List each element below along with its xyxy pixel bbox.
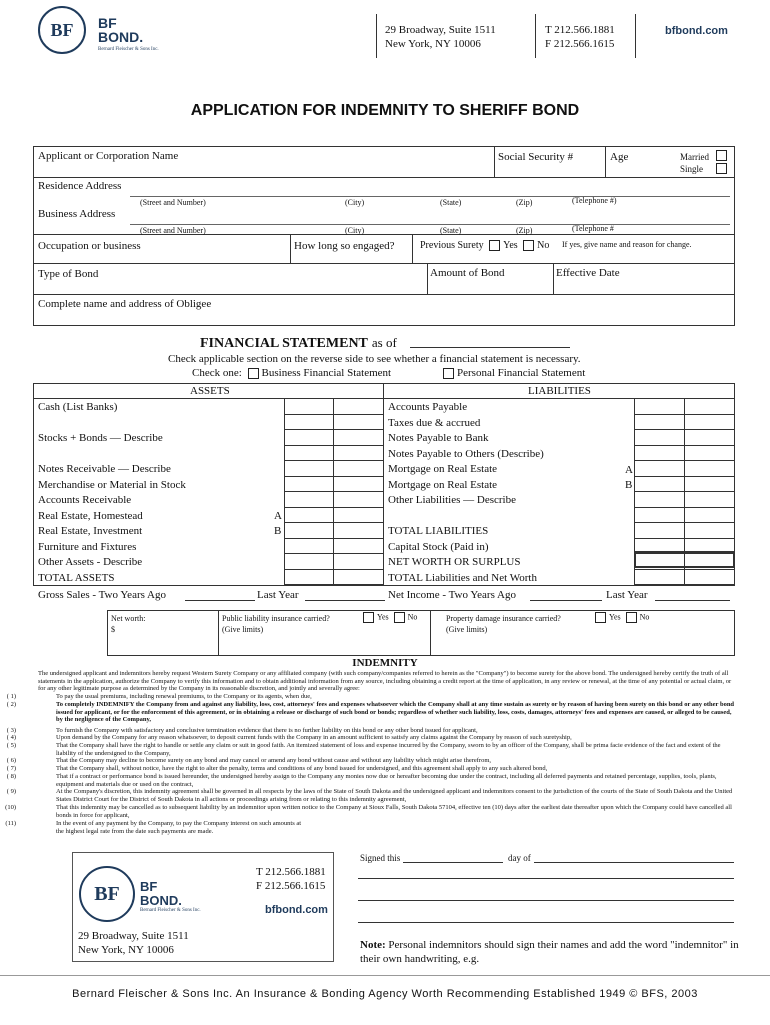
bond-type-label: Type of Bond bbox=[38, 268, 99, 280]
table-gridline bbox=[684, 538, 735, 539]
table-gridline bbox=[284, 414, 334, 415]
indemnity-title: INDEMNITY bbox=[352, 657, 418, 669]
public-liability-options: Yes No bbox=[360, 612, 417, 623]
card-logo-icon: BF bbox=[79, 866, 135, 922]
table-gridline bbox=[333, 460, 383, 461]
table-gridline bbox=[333, 414, 383, 415]
street-label-2: (Street and Number) bbox=[140, 226, 206, 235]
business-statement-checkbox[interactable] bbox=[248, 368, 259, 379]
asset-row-label: TOTAL ASSETS bbox=[38, 571, 115, 584]
previous-surety-note: If yes, give name and reason for change. bbox=[562, 240, 692, 249]
card-website[interactable]: bfbond.com bbox=[265, 904, 328, 916]
occupation-label: Occupation or business bbox=[38, 240, 141, 252]
indemnity-item-number: ( 9) bbox=[6, 788, 16, 795]
table-gridline bbox=[284, 476, 334, 477]
effective-date-label: Effective Date bbox=[556, 267, 620, 279]
table-gridline bbox=[634, 460, 684, 461]
indemnity-item-text: That the Company shall, without notice, have the right to alter the penalty, terms and conditions of any bond issued for undersigned, and this agreement shall apply to any such altered bond, bbox=[56, 765, 548, 772]
mark-b-assets: B bbox=[274, 525, 282, 537]
personal-statement-option: Personal Financial Statement bbox=[440, 367, 585, 379]
table-gridline bbox=[634, 445, 684, 446]
indemnity-item bbox=[6, 757, 738, 765]
card-logo-tagline: Bernard Fleischer & Sons Inc. bbox=[140, 908, 201, 913]
state-label-2: (State) bbox=[440, 226, 462, 235]
page-title: APPLICATION FOR INDEMNITY TO SHERIFF BOND bbox=[190, 102, 580, 119]
indemnity-item-number: ( 4) bbox=[6, 734, 16, 741]
asset-row-label: Stocks + Bonds — Describe bbox=[38, 432, 163, 444]
city-label-1: (City) bbox=[345, 198, 365, 207]
table-gridline bbox=[284, 584, 334, 585]
single-checkbox[interactable] bbox=[716, 163, 727, 174]
indemnity-item-number: (11) bbox=[5, 820, 16, 827]
header-phone: T 212.566.1881 bbox=[545, 24, 615, 36]
liability-row-label: Taxes due & accrued bbox=[388, 416, 481, 429]
asset-row-label: Cash (List Banks) bbox=[38, 401, 118, 413]
table-gridline bbox=[333, 476, 383, 477]
table-gridline bbox=[634, 429, 684, 430]
financial-check-note: Check applicable section on the reverse side to see whether a financial statement is necessary. bbox=[168, 353, 581, 365]
liability-row-label: Capital Stock (Paid in) bbox=[388, 540, 489, 553]
net-income-label: Net Income - Two Years Ago bbox=[388, 589, 516, 601]
property-damage-options: Yes No bbox=[592, 612, 649, 623]
obligee-label: Complete name and address of Obligee bbox=[38, 298, 212, 310]
liabilities-header: LIABILITIES bbox=[528, 385, 591, 397]
single-label: Single bbox=[680, 164, 704, 174]
table-gridline bbox=[684, 414, 735, 415]
public-liability-label: Public liability insurance carried? bbox=[222, 614, 330, 623]
table-gridline bbox=[333, 429, 383, 430]
table-gridline bbox=[284, 522, 334, 523]
header-fax: F 212.566.1615 bbox=[545, 38, 615, 50]
signature-line-3[interactable] bbox=[358, 922, 734, 923]
property-damage-no-checkbox[interactable] bbox=[626, 612, 637, 623]
asset-row-label: Notes Receivable — Describe bbox=[38, 463, 171, 475]
gross-last-year-label: Last Year bbox=[257, 589, 299, 601]
table-gridline bbox=[684, 429, 735, 430]
table-gridline bbox=[284, 569, 334, 570]
table-gridline bbox=[333, 522, 383, 523]
header-address-2: New York, NY 10006 bbox=[385, 38, 481, 50]
indemnity-item-text: To furnish the Company with satisfactory and conclusive termination evidence that there is no further liability on this bond or any other bond issued for applicant, bbox=[56, 727, 478, 734]
table-gridline bbox=[634, 414, 684, 415]
table-gridline bbox=[333, 553, 383, 554]
table-gridline bbox=[284, 460, 334, 461]
indemnity-item-number: ( 1) bbox=[6, 693, 16, 700]
table-gridline bbox=[684, 507, 735, 508]
table-gridline bbox=[284, 491, 334, 492]
header-website[interactable]: bfbond.com bbox=[665, 25, 728, 37]
signature-line-2[interactable] bbox=[358, 900, 734, 901]
married-label: Married bbox=[680, 152, 709, 162]
liability-row-label: TOTAL Liabilities and Net Worth bbox=[388, 571, 537, 584]
public-liability-limits: (Give limits) bbox=[222, 625, 264, 634]
header-address-1: 29 Broadway, Suite 1511 bbox=[385, 24, 496, 36]
card-fax: F 212.566.1615 bbox=[256, 880, 326, 892]
indemnity-item bbox=[6, 701, 738, 724]
indemnity-item-text: To completely INDEMNIFY the Company from and against any liability, loss, cost, attorneys' fees and expenses whatsoever which the Company shall at any time sustain as surety or by reason of having been surety on this bond or any other bond issued for applicant, or for the enforcement of this agreement, or in obtaining a release or discharge of such bond or bonds; regardless of whether such liability, loss, costs, damages, attorneys' fees and expenses are caused, or alleged to be caused, by the negligence of the Company, bbox=[56, 701, 735, 723]
gross-sales-label: Gross Sales - Two Years Ago bbox=[38, 589, 166, 601]
previous-surety-no-checkbox[interactable] bbox=[523, 240, 534, 251]
net-worth-label: Net worth: bbox=[111, 614, 146, 623]
table-gridline bbox=[333, 569, 383, 570]
table-gridline bbox=[284, 538, 334, 539]
indemnity-item-text: In the event of any payment by the Company, to pay the Company interest on such amounts at the highest legal rate from the date such payments are made. bbox=[56, 820, 302, 835]
table-gridline bbox=[333, 584, 383, 585]
street-label-1: (Street and Number) bbox=[140, 198, 206, 207]
indemnity-item-number: ( 6) bbox=[6, 757, 16, 764]
engaged-label: How long so engaged? bbox=[294, 240, 395, 252]
property-damage-label: Property damage insurance carried? bbox=[446, 614, 561, 623]
indemnity-item-number: ( 3) bbox=[6, 727, 16, 734]
property-damage-limits: (Give limits) bbox=[446, 625, 488, 634]
liability-row-label: Accounts Payable bbox=[388, 401, 468, 413]
liability-row-label: TOTAL LIABILITIES bbox=[388, 525, 489, 537]
asset-row-label: Other Assets - Describe bbox=[38, 556, 143, 568]
asset-row-label: Real Estate, Investment bbox=[38, 525, 143, 537]
table-gridline bbox=[634, 476, 684, 477]
indemnity-item-number: (10) bbox=[5, 804, 16, 811]
table-gridline bbox=[684, 460, 735, 461]
table-gridline bbox=[684, 584, 735, 585]
signed-this-label: Signed this bbox=[360, 853, 401, 863]
age-label: Age bbox=[610, 151, 629, 163]
card-address-1: 29 Broadway, Suite 1511 bbox=[78, 930, 189, 942]
indemnity-item bbox=[6, 734, 738, 742]
table-gridline bbox=[284, 429, 334, 430]
indemnity-item-text: At the Company's discretion, this indemnity agreement shall be governed in all respects by the laws of the State of South Dakota and the undersigned applicant and indemnitors consent to the jurisdiction of the courts of the State of South Dakota and the United States District Court for the District of South Dakota in all actions or proceedings arising from or relating to this indemnity agreement, bbox=[56, 788, 733, 803]
asset-row-label: Furniture and Fixtures bbox=[38, 540, 137, 553]
personal-statement-checkbox[interactable] bbox=[443, 368, 454, 379]
property-damage-yes-checkbox[interactable] bbox=[595, 612, 606, 623]
indemnity-item bbox=[5, 820, 308, 835]
table-gridline bbox=[333, 538, 383, 539]
signature-line-1[interactable] bbox=[358, 878, 734, 879]
business-address-label: Business Address bbox=[38, 208, 116, 220]
applicant-name-label: Applicant or Corporation Name bbox=[38, 150, 179, 162]
indemnity-item bbox=[6, 765, 738, 773]
table-gridline bbox=[333, 507, 383, 508]
telephone-label-2: (Telephone # bbox=[572, 224, 614, 233]
telephone-label-1: (Telephone #) bbox=[572, 196, 617, 205]
check-one: Check one: Business Financial Statement bbox=[192, 367, 392, 379]
indemnity-item-number: ( 7) bbox=[6, 765, 16, 772]
footer-bar bbox=[0, 975, 770, 1025]
public-liability-yes-checkbox[interactable] bbox=[363, 612, 374, 623]
indemnity-intro: The undersigned applicant and indemnitors hereby request Western Surety Company or any affiliated company (with such company/companies referred to herein as the "Company") to become surety for the above bond. The undersigned hereby certify the truth of all statements in the application, authorize the Company to verify this information and to obtain additional information from any source, including obtaining a credit report at the time of application, in any review or renewal, at the time of any potential or actual claim, or for any other legitimate purpose as determined by the Company in its reasonable discretion, and jointly and severally agree: bbox=[38, 670, 732, 692]
card-logo-wordmark: BF BOND. bbox=[140, 879, 182, 908]
liability-row-label: Notes Payable to Others (Describe) bbox=[388, 447, 544, 460]
indemnity-item bbox=[6, 773, 738, 788]
table-gridline bbox=[634, 569, 684, 570]
table-gridline bbox=[634, 584, 684, 585]
mark-a-liab: A bbox=[625, 464, 633, 476]
indemnity-item-text: That if a contract or performance bond is issued hereunder, the undersigned hereby assign to the Company any monies now due or hereafter becoming due under the contract, including all deferred payments and retained percentage, supplies, tools, plants, equipment and materials due or used on the contract, bbox=[56, 773, 717, 788]
bond-amount-label: Amount of Bond bbox=[430, 267, 505, 279]
indemnity-item-number: ( 2) bbox=[6, 701, 16, 708]
card-phone: T 212.566.1881 bbox=[256, 866, 326, 878]
liability-row-label: Notes Payable to Bank bbox=[388, 432, 489, 444]
table-gridline bbox=[284, 553, 334, 554]
mark-a-assets: A bbox=[274, 510, 282, 522]
mark-b-liab: B bbox=[625, 479, 633, 491]
table-gridline bbox=[284, 507, 334, 508]
residence-address-label: Residence Address bbox=[38, 180, 122, 192]
logo-icon: BF bbox=[38, 6, 86, 54]
previous-surety-label: Previous Surety Yes No bbox=[420, 240, 550, 251]
state-label-1: (State) bbox=[440, 198, 462, 207]
indemnity-item-number: ( 5) bbox=[6, 742, 16, 749]
net-worth-total-box bbox=[634, 551, 735, 568]
ssn-label: Social Security # bbox=[498, 151, 574, 163]
table-gridline bbox=[634, 538, 684, 539]
asset-row-label: Merchandise or Material in Stock bbox=[38, 478, 186, 491]
indemnity-item bbox=[5, 804, 738, 819]
previous-surety-yes-checkbox[interactable] bbox=[489, 240, 500, 251]
indemnity-item bbox=[6, 742, 738, 757]
logo-tagline: Bernard Fleischer & Sons Inc. bbox=[98, 47, 159, 52]
indemnity-item-text: That the Company may decline to become surety on any bond and may cancel or amend any bond without cause and without any liability which might arise therefrom, bbox=[56, 757, 492, 764]
table-gridline bbox=[634, 507, 684, 508]
table-gridline bbox=[684, 522, 735, 523]
logo-wordmark: BF BOND. bbox=[98, 15, 144, 45]
table-gridline bbox=[333, 445, 383, 446]
applicant-name-field[interactable] bbox=[38, 164, 488, 176]
indemnity-item bbox=[6, 693, 738, 701]
asset-row-label: Real Estate, Homestead bbox=[38, 509, 143, 522]
married-checkbox[interactable] bbox=[716, 150, 727, 161]
signature-note: Note: Personal indemnitors should sign their names and add the word "indemnitor" in their own handwriting, e.g. bbox=[360, 939, 739, 965]
indemnity-item-number: ( 8) bbox=[6, 773, 16, 780]
indemnity-item-text: To pay the usual premiums, including renewal premiums, to the Company or its agents, when due, bbox=[56, 693, 312, 700]
indemnity-item-text: That the Company shall have the right to handle or settle any claim or suit in good faith. An itemized statement of loss and expense incurred by the Company, sworn to by an officer of the Company, shall be prima facie evidence of the fact and extent of the liability of the undersigned to the Company, bbox=[56, 742, 721, 757]
liability-row-label: NET WORTH OR SURPLUS bbox=[388, 556, 521, 568]
indemnity-item-text: That this indemnity may be cancelled as to subsequent liability by an indemnitor upon written notice to the Company at Sioux Falls, South Dakota 57104, effective ten (10) days after the earliest date thereafter upon which the Company could have cancelled all bonds in force for applicant, bbox=[56, 804, 732, 819]
card-address-2: New York, NY 10006 bbox=[78, 944, 174, 956]
net-last-year-label: Last Year bbox=[606, 589, 648, 601]
table-gridline bbox=[684, 491, 735, 492]
indemnity-item-text: Upon demand by the Company for any reason whatsoever, to deposit current funds with the Company in an amount sufficient to satisfy any claims against the Company by reason of such suretyship, bbox=[56, 734, 572, 741]
zip-label-2: (Zip) bbox=[516, 226, 533, 235]
liability-row-label: Mortgage on Real Estate bbox=[388, 463, 498, 475]
table-gridline bbox=[634, 522, 684, 523]
liability-row-label: Other Liabilities — Describe bbox=[388, 494, 516, 506]
zip-label-1: (Zip) bbox=[516, 198, 533, 207]
assets-header: ASSETS bbox=[190, 385, 230, 397]
table-gridline bbox=[684, 569, 735, 570]
asset-row-label: Accounts Receivable bbox=[38, 494, 132, 506]
public-liability-no-checkbox[interactable] bbox=[394, 612, 405, 623]
table-gridline bbox=[684, 476, 735, 477]
table-gridline bbox=[284, 445, 334, 446]
city-label-2: (City) bbox=[345, 226, 365, 235]
day-of-label: day of bbox=[508, 853, 531, 863]
dollar-sign: $ bbox=[111, 625, 115, 634]
footer-text: Bernard Fleischer & Sons Inc. An Insurance & Bonding Agency Worth Recommending Established 1949 © BFS, 2003 bbox=[72, 988, 698, 1000]
indemnity-item bbox=[6, 788, 738, 803]
table-gridline bbox=[333, 491, 383, 492]
table-gridline bbox=[684, 445, 735, 446]
table-gridline bbox=[634, 491, 684, 492]
liability-row-label: Mortgage on Real Estate bbox=[388, 478, 498, 491]
financial-title: FINANCIAL STATEMENT as of bbox=[200, 335, 397, 351]
